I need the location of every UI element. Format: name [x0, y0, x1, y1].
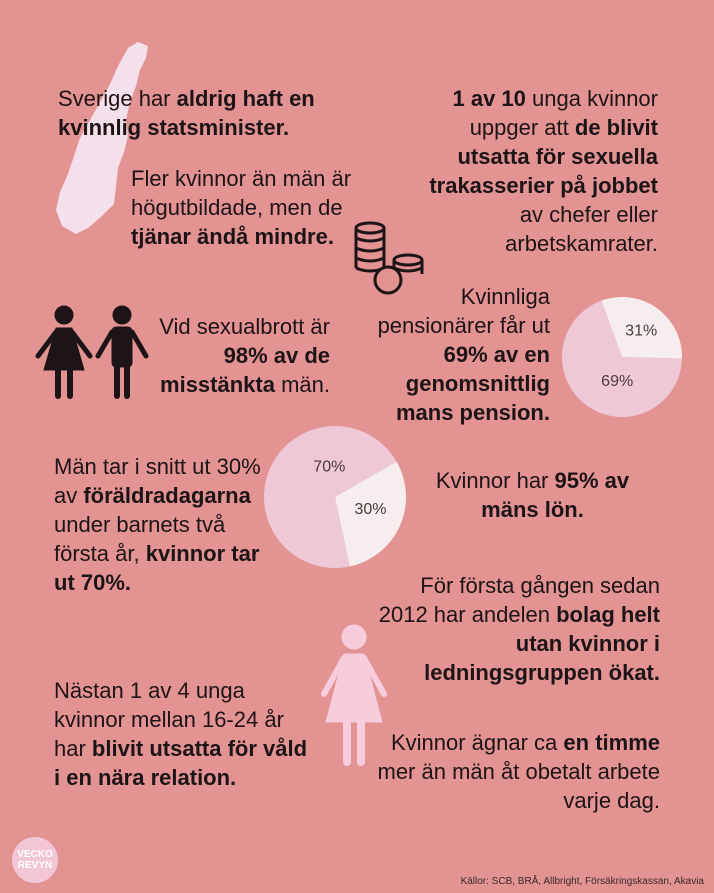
veckorevyn-logo[interactable]	[12, 837, 58, 883]
fact-pension: Kvinnliga pensionärer får ut 69% av en genomsnittlig mans pension.	[377, 284, 550, 425]
logo-line-1: VECKO	[17, 849, 53, 860]
fact-harassment: 1 av 10 unga kvinnor uppger att de blivit utsatta för sexuella trakasserier på jobbet av chefer eller arbetskamrater.	[429, 86, 658, 256]
fact-violence: Nästan 1 av 4 unga kvinnor mellan 16-24 år har blivit utsatta för våld i en nära relation.	[54, 678, 308, 790]
woman-and-man-icon	[36, 304, 151, 399]
logo-line-2: REVYN	[17, 860, 53, 871]
pension-pie-chart	[562, 297, 682, 417]
fact-parental-leave: Män tar i snitt ut 30% av föräldradagarna under barnets två första år, kvinnor tar ut 70%.	[54, 454, 261, 595]
pie-label-31: 31%	[625, 322, 658, 340]
fact-salary: Kvinnor har 95% av mäns lön.	[435, 468, 630, 522]
pie-label-30: 30%	[354, 501, 387, 519]
pie-label-70: 70%	[313, 458, 346, 476]
fact-unpaid-work: Kvinnor ägnar ca en timme mer än män åt obetalt arbete varje dag.	[377, 730, 660, 813]
fact-sexual-crimes: Vid sexualbrott är 98% av de misstänkta män.	[159, 314, 330, 397]
sources: Källor: SCB, BRÅ, Allbright, Försäkringskassan, Akavia	[460, 876, 704, 887]
parental-leave-pie-chart	[264, 426, 406, 568]
pie-label-69: 69%	[601, 372, 634, 390]
fact-no-female-pm: Sverige har aldrig haft en kvinnlig statsminister.	[58, 86, 315, 140]
fact-boards: För första gången sedan 2012 har andelen bolag helt utan kvinnor i ledningsgruppen ökat.	[378, 573, 660, 685]
fact-education-pay: Fler kvinnor än män är högutbildade, men de tjänar ändå mindre.	[131, 166, 352, 249]
